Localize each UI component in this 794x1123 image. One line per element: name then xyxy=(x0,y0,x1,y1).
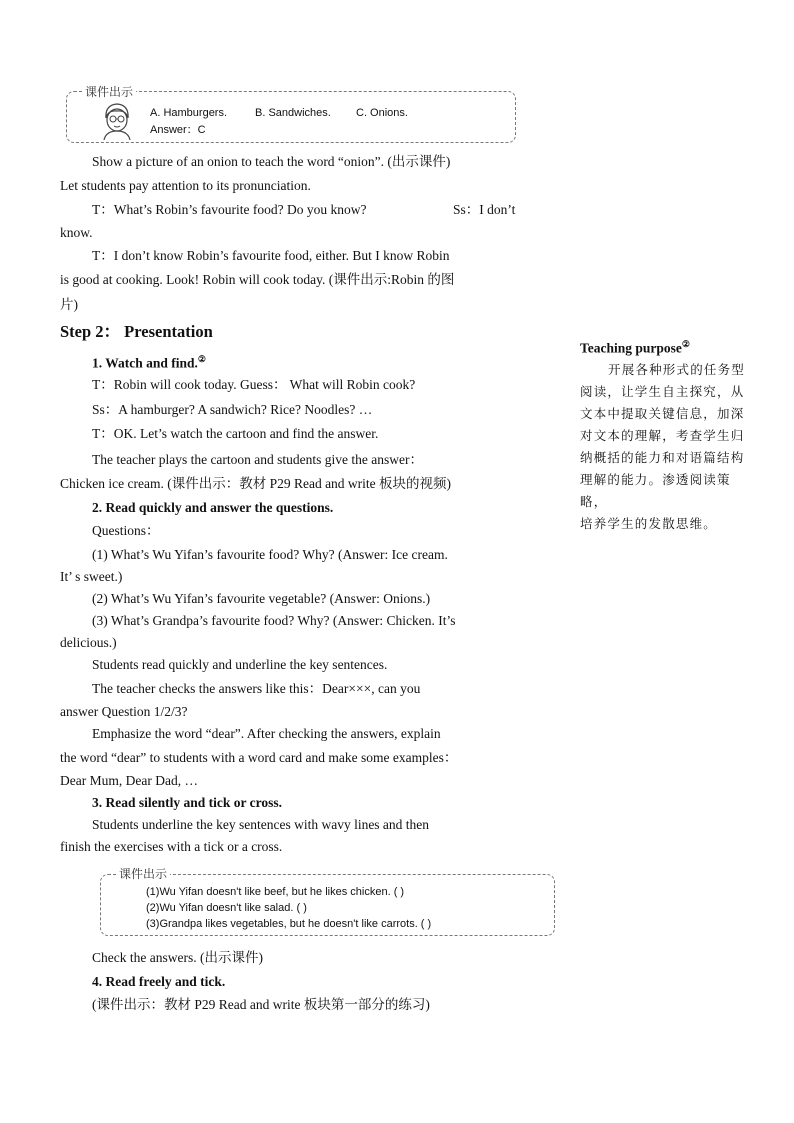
dialogue-t2-b: is good at cooking. Look! Robin will cook today. (课件出示:Robin 的图 xyxy=(60,272,455,287)
courseware-box-1-tag: 课件出示 xyxy=(82,83,136,100)
teaching-purpose-line: 文本中提取关键信息，加深 xyxy=(580,406,745,421)
s2-q3-b: delicious.) xyxy=(60,635,117,650)
s1-line-2: Ss：A hamburger? A sandwich? Rice? Noodles? … xyxy=(92,402,373,417)
teaching-purpose-line: 对文本的理解，考查学生归 xyxy=(580,428,745,443)
teaching-purpose-note xyxy=(580,334,748,535)
teaching-purpose-line: 理解的能力。渗透阅读策略， xyxy=(580,472,731,509)
s2-line-4: Emphasize the word “dear”. After checking the answers, explain xyxy=(92,726,441,741)
option-a: A. Hamburgers. xyxy=(150,107,228,119)
s2-line-6: Dear Mum, Dear Dad, … xyxy=(60,773,198,788)
section-3-title: 3. Read silently and tick or cross. xyxy=(92,795,283,810)
s2-q2: (2) What’s Wu Yifan’s favourite vegetable? (Answer: Onions.) xyxy=(92,591,431,606)
s2-questions-label: Questions： xyxy=(92,523,160,538)
intro-line-1: Show a picture of an onion to teach the word “onion”. (出示课件) xyxy=(92,154,451,169)
option-c: C. Onions. xyxy=(356,107,408,119)
s2-line-5: the word “dear” to students with a word card and make some examples： xyxy=(60,750,458,765)
teacher-avatar-icon xyxy=(100,100,134,140)
teaching-purpose-title-text: Teaching purpose xyxy=(580,340,682,356)
s3-line-1: Students underline the key sentences with wavy lines and then xyxy=(92,817,430,832)
teaching-purpose-line: 纳概括的能力和对语篇结构 xyxy=(580,450,745,465)
s2-q1-b: It’ s sweet.) xyxy=(60,569,123,584)
teaching-purpose-line: 开展各种形式的任务型 xyxy=(608,362,746,377)
s2-line-3: answer Question 1/2/3? xyxy=(60,704,188,719)
s2-q3-a: (3) What’s Grandpa’s favourite food? Why? (Answer: Chicken. It’s xyxy=(92,613,456,628)
box1-answer: Answer：C xyxy=(150,124,206,136)
s2-line-1: Students read quickly and underline the key sentences. xyxy=(92,657,388,672)
s3-line-2: finish the exercises with a tick or a cross. xyxy=(60,839,283,854)
dialogue-t2-a: T：I don’t know Robin’s favourite food, either. But I know Robin xyxy=(92,248,450,263)
dialogue-t1-a: T：What’s Robin’s favourite food? Do you know? xyxy=(92,202,367,217)
step2-heading: Step 2： Presentation xyxy=(60,322,213,341)
s1-line-5: Chicken ice cream. (课件出示：教材 P29 Read and write 板块的视频) xyxy=(60,476,452,491)
teaching-purpose-mark: ② xyxy=(681,339,690,349)
section-4-title: 4. Read freely and tick. xyxy=(92,974,226,989)
section-1-title xyxy=(92,350,206,373)
s4-line-1: (课件出示：教材 P29 Read and write 板块第一部分的练习) xyxy=(92,997,430,1012)
s2-q1-a: (1) What’s Wu Yifan’s favourite food? Why? (Answer: Ice cream. xyxy=(92,547,448,562)
option-b: B. Sandwiches. xyxy=(255,107,331,119)
dialogue-t1-b: Ss：I don’t xyxy=(453,202,516,217)
s2-line-2: The teacher checks the answers like this：Dear×××, can you xyxy=(92,681,421,696)
s1-line-4: The teacher plays the cartoon and students give the answer： xyxy=(92,452,424,467)
teaching-purpose-line: 培养学生的发散思维。 xyxy=(580,516,718,531)
courseware-box-2-tag: 课件出示 xyxy=(116,865,170,882)
s1-line-1: T：Robin will cook today. Guess： What will Robin cook? xyxy=(92,377,416,392)
section-1-title-text: 1. Watch and find. xyxy=(92,355,198,371)
intro-line-2: Let students pay attention to its pronunciation. xyxy=(60,178,311,193)
exercise-item-3: (3)Grandpa likes vegetables, but he doesn't like carrots. ( ) xyxy=(146,918,432,930)
teaching-purpose-line: 阅读，让学生自主探究，从 xyxy=(580,384,745,399)
footnote-mark-2: ② xyxy=(197,354,206,364)
exercise-item-1: (1)Wu Yifan doesn't like beef, but he likes chicken. ( ) xyxy=(146,886,405,898)
s1-line-3: T：OK. Let’s watch the cartoon and find the answer. xyxy=(92,426,379,441)
s3-after: Check the answers. (出示课件) xyxy=(92,950,263,965)
dialogue-t1-c: know. xyxy=(60,225,93,240)
teaching-purpose-title xyxy=(580,334,748,359)
section-2-title: 2. Read quickly and answer the questions. xyxy=(92,500,334,515)
dialogue-t2-c: 片) xyxy=(60,297,78,312)
exercise-item-2: (2)Wu Yifan doesn't like salad. ( ) xyxy=(146,902,307,914)
